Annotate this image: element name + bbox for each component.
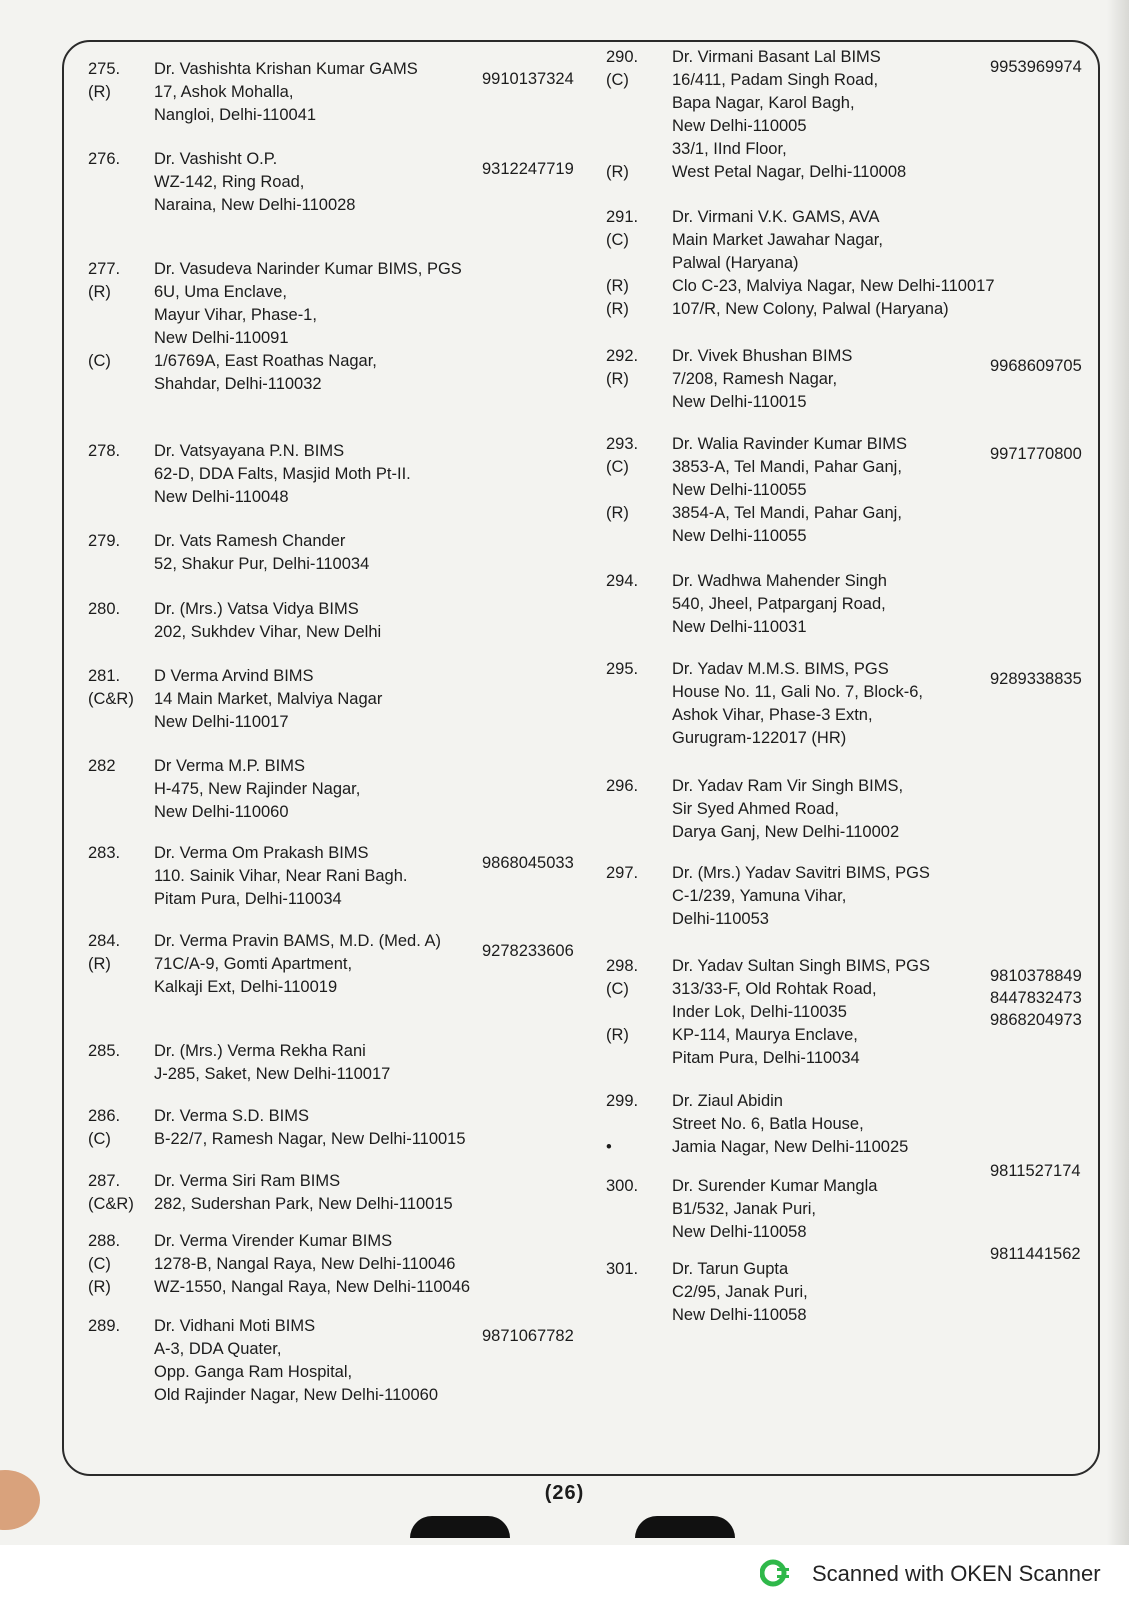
entry-number: 301. <box>606 1260 639 1278</box>
entry-number: 277. <box>88 260 121 278</box>
phone-number: 9953969974 <box>990 58 1082 76</box>
doctor-name: Dr. Virmani V.K. GAMS, AVA <box>672 208 880 226</box>
address-line: B1/532, Janak Puri, <box>672 1200 817 1218</box>
address-type-tag: • <box>606 1138 612 1156</box>
address-type-tag: (R) <box>606 277 629 295</box>
address-line: New Delhi-110058 <box>672 1306 807 1324</box>
phone-number: 9910137324 <box>482 70 574 88</box>
phone-number: 9811527174 <box>990 1162 1081 1180</box>
entry-number-column <box>606 1175 666 1198</box>
entry-details <box>672 955 930 1070</box>
phone-number: 9312247719 <box>482 160 574 178</box>
address-type-tag: (C) <box>606 458 629 476</box>
entry-number-column <box>606 345 666 391</box>
address-line: Clo C-23, Malviya Nagar, New Delhi-110017 <box>672 277 995 295</box>
entry-number: 294. <box>606 572 639 590</box>
address-line: 202, Sukhdev Vihar, New Delhi <box>154 623 382 641</box>
entry-number-column <box>88 1040 148 1063</box>
address-line: 71C/A-9, Gomti Apartment, <box>154 955 353 973</box>
entry-number-column <box>606 46 666 184</box>
entry-details <box>154 58 418 127</box>
address-line: 52, Shakur Pur, Delhi-110034 <box>154 555 370 573</box>
entry-number: 297. <box>606 864 639 882</box>
entry-number: 279. <box>88 532 121 550</box>
phone-number: 9871067782 <box>482 1327 574 1345</box>
address-line: Naraina, New Delhi-110028 <box>154 196 356 214</box>
entry-number-column <box>88 148 148 171</box>
doctor-name: Dr Verma M.P. BIMS <box>154 757 305 775</box>
entry-details <box>154 842 407 911</box>
address-line: 3854-A, Tel Mandi, Pahar Ganj, <box>672 504 902 522</box>
entry-number-column <box>88 1230 148 1299</box>
address-line: New Delhi-110005 <box>672 117 807 135</box>
entry-number: 283. <box>88 844 121 862</box>
entry-details <box>672 1258 808 1327</box>
entry-details <box>672 658 923 750</box>
entry-details <box>154 1230 470 1299</box>
address-line: J-285, Saket, New Delhi-110017 <box>154 1065 391 1083</box>
entry-number: 276. <box>88 150 121 168</box>
entry-details <box>672 206 995 321</box>
doctor-name: Dr. Ziaul Abidin <box>672 1092 783 1110</box>
address-type-tag: (R) <box>88 283 111 301</box>
entry-details <box>672 1090 908 1159</box>
address-line: 62-D, DDA Falts, Masjid Moth Pt-II. <box>154 465 411 483</box>
oken-scanner-logo-icon <box>760 1558 790 1588</box>
entry-number-column <box>606 1090 666 1159</box>
address-type-tag: (C&R) <box>88 690 134 708</box>
address-type-tag: (R) <box>88 83 111 101</box>
entry-number-column <box>88 1315 148 1338</box>
entry-details <box>154 755 360 824</box>
doctor-name: Dr. Verma Om Prakash BIMS <box>154 844 369 862</box>
binder-tab-right <box>635 1516 735 1538</box>
address-line: Bapa Nagar, Karol Bagh, <box>672 94 855 112</box>
entry-number: 293. <box>606 435 639 453</box>
doctor-name: Dr. Yadav Sultan Singh BIMS, PGS <box>672 957 931 975</box>
address-line: Nangloi, Delhi-110041 <box>154 106 317 124</box>
entry-number: 289. <box>88 1317 121 1335</box>
doctor-name: Dr. Virmani Basant Lal BIMS <box>672 48 881 66</box>
address-type-tag: (C) <box>88 352 111 370</box>
entry-number: 296. <box>606 777 639 795</box>
doctor-name: Dr. Wadhwa Mahender Singh <box>672 572 887 590</box>
address-line: H-475, New Rajinder Nagar, <box>154 780 361 798</box>
address-type-tag <box>88 304 148 327</box>
page-number: (26) <box>544 1482 585 1504</box>
doctor-name: Dr. Vidhani Moti BIMS <box>154 1317 316 1335</box>
entry-number-column <box>88 755 148 778</box>
address-type-tag: (R) <box>606 1026 629 1044</box>
entry-number-column <box>606 1258 666 1281</box>
address-type-tag: (C) <box>606 980 629 998</box>
entry-details <box>672 862 930 931</box>
entry-number-column <box>88 258 148 373</box>
entry-number-column <box>606 433 666 525</box>
address-type-tag: (R) <box>88 1278 111 1296</box>
entry-details <box>154 1170 453 1216</box>
address-line: Pitam Pura, Delhi-110034 <box>154 890 342 908</box>
doctor-name: Dr. Vashishta Krishan Kumar GAMS <box>154 60 418 78</box>
address-line: 1278-B, Nangal Raya, New Delhi-110046 <box>154 1255 456 1273</box>
entry-number-column <box>88 598 148 621</box>
address-type-tag <box>606 138 666 161</box>
entry-details <box>154 440 411 509</box>
address-line: 14 Main Market, Malviya Nagar <box>154 690 383 708</box>
address-line: 313/33-F, Old Rohtak Road, <box>672 980 877 998</box>
entry-number: 299. <box>606 1092 639 1110</box>
entry-details <box>154 665 382 734</box>
address-type-tag <box>606 1113 666 1136</box>
address-type-tag: (C) <box>88 1255 111 1273</box>
doctor-name: Dr. (Mrs.) Vatsa Vidya BIMS <box>154 600 359 618</box>
address-line: Shahdar, Delhi-110032 <box>154 375 322 393</box>
address-line: B-22/7, Ramesh Nagar, New Delhi-110015 <box>154 1130 466 1148</box>
entry-number-column <box>606 206 666 321</box>
entry-number-column <box>88 440 148 463</box>
address-line: Mayur Vihar, Phase-1, <box>154 306 317 324</box>
address-line: Pitam Pura, Delhi-110034 <box>672 1049 860 1067</box>
address-line: 540, Jheel, Patparganj Road, <box>672 595 886 613</box>
entry-number-column <box>88 530 148 553</box>
phone-number: 9868045033 <box>482 854 574 872</box>
address-line: New Delhi-110031 <box>672 618 807 636</box>
entry-number: 280. <box>88 600 121 618</box>
address-line: New Delhi-110091 <box>154 329 289 347</box>
address-line: New Delhi-110055 <box>672 481 807 499</box>
address-line: New Delhi-110055 <box>672 527 807 545</box>
address-line: Inder Lok, Delhi-110035 <box>672 1003 847 1021</box>
doctor-name: Dr. (Mrs.) Yadav Savitri BIMS, PGS <box>672 864 930 882</box>
entry-number-column <box>88 930 148 976</box>
doctor-name: Dr. Yadav M.M.S. BIMS, PGS <box>672 660 889 678</box>
doctor-name: Dr. Vashisht O.P. <box>154 150 278 168</box>
doctor-name: Dr. Verma Virender Kumar BIMS <box>154 1232 393 1250</box>
doctor-name: Dr. Surender Kumar Mangla <box>672 1177 878 1195</box>
address-type-tag: (C) <box>606 231 629 249</box>
entry-number-column <box>88 58 148 104</box>
entry-details <box>154 530 369 576</box>
entry-number: 300. <box>606 1177 639 1195</box>
entry-number: 281. <box>88 667 121 685</box>
entry-number: 288. <box>88 1232 121 1250</box>
entry-details <box>672 46 906 184</box>
address-type-tag: (R) <box>606 504 629 522</box>
scanner-watermark-text: Scanned with OKEN Scanner <box>812 1561 1101 1586</box>
entry-number: 284. <box>88 932 121 950</box>
address-line: Main Market Jawahar Nagar, <box>672 231 883 249</box>
address-line: Palwal (Haryana) <box>672 254 799 272</box>
entry-details <box>672 570 887 639</box>
address-line: 110. Sainik Vihar, Near Rani Bagh. <box>154 867 408 885</box>
doctor-name: Dr. (Mrs.) Verma Rekha Rani <box>154 1042 366 1060</box>
binder-tab-left <box>410 1516 510 1538</box>
doctor-name: Dr. Vatsyayana P.N. BIMS <box>154 442 345 460</box>
address-type-tag: (R) <box>606 370 629 388</box>
address-line: Old Rajinder Nagar, New Delhi-110060 <box>154 1386 439 1404</box>
address-line: New Delhi-110060 <box>154 803 289 821</box>
address-line: New Delhi-110058 <box>672 1223 807 1241</box>
address-type-tag: (R) <box>606 163 629 181</box>
address-type-tag: (R) <box>606 300 629 318</box>
entry-number-column <box>88 1170 148 1216</box>
address-line: 17, Ashok Mohalla, <box>154 83 294 101</box>
entry-number-column <box>606 775 666 798</box>
doctor-name: Dr. Verma Pravin BAMS, M.D. (Med. A) <box>154 932 441 950</box>
doctor-name: D Verma Arvind BIMS <box>154 667 314 685</box>
entry-details <box>672 345 852 414</box>
address-line: Opp. Ganga Ram Hospital, <box>154 1363 353 1381</box>
address-line: West Petal Nagar, Delhi-110008 <box>672 163 907 181</box>
address-line: 33/1, IInd Floor, <box>672 140 787 158</box>
address-line: Kalkaji Ext, Delhi-110019 <box>154 978 338 996</box>
address-line: New Delhi-110015 <box>672 393 807 411</box>
address-type-tag <box>606 1001 666 1024</box>
entry-number: 292. <box>606 347 639 365</box>
entry-details <box>154 1105 466 1151</box>
phone-number: 9278233606 <box>482 942 574 960</box>
entry-details <box>672 433 907 548</box>
entry-number-column <box>88 1105 148 1151</box>
address-line: KP-114, Maurya Enclave, <box>672 1026 858 1044</box>
address-line: 7/208, Ramesh Nagar, <box>672 370 838 388</box>
doctor-name: Dr. Vasudeva Narinder Kumar BIMS, PGS <box>154 260 462 278</box>
address-line: House No. 11, Gali No. 7, Block-6, <box>672 683 923 701</box>
scanner-watermark-bar <box>0 1545 1129 1600</box>
entry-number: 295. <box>606 660 639 678</box>
doctor-name: Dr. Verma S.D. BIMS <box>154 1107 309 1125</box>
address-line: 3853-A, Tel Mandi, Pahar Ganj, <box>672 458 902 476</box>
address-line: C-1/239, Yamuna Vihar, <box>672 887 847 905</box>
entry-number-column <box>606 862 666 885</box>
address-line: 16/411, Padam Singh Road, <box>672 71 879 89</box>
address-line: Darya Ganj, New Delhi-110002 <box>672 823 900 841</box>
address-type-tag: (C&R) <box>88 1195 134 1213</box>
entry-details <box>154 598 381 644</box>
address-line: Gurugram-122017 (HR) <box>672 729 847 747</box>
address-line: A-3, DDA Quater, <box>154 1340 282 1358</box>
entry-number-column <box>88 842 148 865</box>
address-line: 282, Sudershan Park, New Delhi-110015 <box>154 1195 453 1213</box>
entry-details <box>154 1040 390 1086</box>
entry-number: 278. <box>88 442 121 460</box>
address-line: Street No. 6, Batla House, <box>672 1115 864 1133</box>
address-line: New Delhi-110048 <box>154 488 289 506</box>
address-type-tag <box>606 252 666 275</box>
address-line: New Delhi-110017 <box>154 713 289 731</box>
entry-details <box>154 930 441 999</box>
doctor-name: Dr. Tarun Gupta <box>672 1260 789 1278</box>
address-line: Jamia Nagar, New Delhi-110025 <box>672 1138 909 1156</box>
entry-number-column <box>606 658 666 681</box>
doctor-name: Dr. Vats Ramesh Chander <box>154 532 346 550</box>
doctor-name: Dr. Yadav Ram Vir Singh BIMS, <box>672 777 904 795</box>
phone-number: 9810378849 8447832473 9868204973 <box>990 967 1082 1029</box>
address-type-tag: (C) <box>606 71 629 89</box>
phone-number: 9811441562 <box>990 1245 1081 1263</box>
entry-details <box>672 775 903 844</box>
address-line: 107/R, New Colony, Palwal (Haryana) <box>672 300 949 318</box>
address-line: Delhi-110053 <box>672 910 769 928</box>
address-line: 6U, Uma Enclave, <box>154 283 287 301</box>
entry-number: 275. <box>88 60 121 78</box>
entry-details <box>672 1175 877 1244</box>
address-line: Sir Syed Ahmed Road, <box>672 800 839 818</box>
entry-details <box>154 258 462 396</box>
address-line: Ashok Vihar, Phase-3 Extn, <box>672 706 873 724</box>
address-type-tag <box>606 479 666 502</box>
entry-number: 291. <box>606 208 639 226</box>
phone-number: 9289338835 <box>990 670 1082 688</box>
phone-number: 9968609705 <box>990 357 1082 375</box>
address-line: WZ-1550, Nangal Raya, New Delhi-110046 <box>154 1278 471 1296</box>
entry-number-column <box>88 665 148 711</box>
entry-number: 287. <box>88 1172 121 1190</box>
address-type-tag: (R) <box>88 955 111 973</box>
doctor-name: Dr. Walia Ravinder Kumar BIMS <box>672 435 908 453</box>
address-type-tag <box>606 92 666 115</box>
entry-number: 298. <box>606 957 639 975</box>
address-line: C2/95, Janak Puri, <box>672 1283 808 1301</box>
phone-number: 9971770800 <box>990 445 1082 463</box>
address-type-tag <box>606 115 666 138</box>
entry-number: 282 <box>88 757 116 775</box>
entry-number-column <box>606 570 666 593</box>
address-line: WZ-142, Ring Road, <box>154 173 305 191</box>
address-type-tag: (C) <box>88 1130 111 1148</box>
entry-details <box>154 148 355 217</box>
entry-number: 285. <box>88 1042 121 1060</box>
entry-number: 286. <box>88 1107 121 1125</box>
address-line: 1/6769A, East Roathas Nagar, <box>154 352 377 370</box>
entry-number-column <box>606 955 666 1047</box>
doctor-name: Dr. Vivek Bhushan BIMS <box>672 347 853 365</box>
page-edge-shadow <box>1107 0 1129 1600</box>
doctor-name: Dr. Verma Siri Ram BIMS <box>154 1172 341 1190</box>
address-type-tag <box>88 327 148 350</box>
entry-number: 290. <box>606 48 639 66</box>
entry-details <box>154 1315 438 1407</box>
